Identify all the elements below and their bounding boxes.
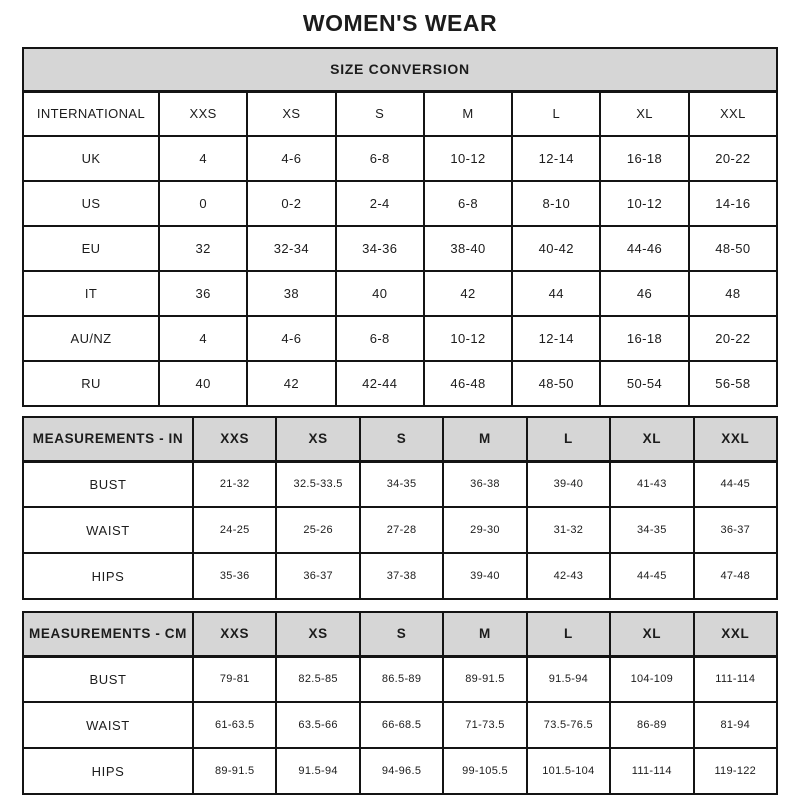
size-cell: 40-42 <box>512 226 600 271</box>
tables-container <box>22 47 778 795</box>
measurement-cell: 31-32 <box>527 507 610 553</box>
measurement-cell: 81-94 <box>694 702 777 748</box>
measurement-cell: 24-25 <box>193 507 276 553</box>
table-row-it <box>23 271 777 316</box>
measurement-cell: 41-43 <box>610 461 693 507</box>
measurement-cell: 86.5-89 <box>360 656 443 702</box>
size-cell: 42 <box>247 361 335 406</box>
measurement-cell: 73.5-76.5 <box>527 702 610 748</box>
column-header-xs: XS <box>276 417 359 461</box>
measurement-cell: 25-26 <box>276 507 359 553</box>
row-label: EU <box>23 226 159 271</box>
row-label: WAIST <box>23 702 193 748</box>
measurements-in-title: MEASUREMENTS - IN <box>23 417 193 461</box>
measurement-cell: 61-63.5 <box>193 702 276 748</box>
size-cell: 36 <box>159 271 247 316</box>
size-cell: 48 <box>689 271 777 316</box>
measurement-cell: 91.5-94 <box>527 656 610 702</box>
measurement-cell: 37-38 <box>360 553 443 599</box>
size-cell: 32-34 <box>247 226 335 271</box>
measurements-cm-title: MEASUREMENTS - CM <box>23 612 193 656</box>
table-row-eu <box>23 226 777 271</box>
row-label: IT <box>23 271 159 316</box>
measurement-cell: 86-89 <box>610 702 693 748</box>
size-cell: 16-18 <box>600 136 688 181</box>
size-cell: 4 <box>159 316 247 361</box>
measurement-cell: 34-35 <box>360 461 443 507</box>
size-cell: 48-50 <box>689 226 777 271</box>
column-header-s: S <box>360 417 443 461</box>
size-cell: 6-8 <box>336 316 424 361</box>
table-row-uk <box>23 136 777 181</box>
row-label: AU/NZ <box>23 316 159 361</box>
measurement-cell: 111-114 <box>694 656 777 702</box>
size-cell: 44 <box>512 271 600 316</box>
row-label: HIPS <box>23 553 193 599</box>
row-label: US <box>23 181 159 226</box>
column-header-xs: XS <box>247 91 335 136</box>
column-header-l: L <box>527 612 610 656</box>
column-header-xl: XL <box>610 417 693 461</box>
size-cell: 6-8 <box>424 181 512 226</box>
size-cell: 10-12 <box>424 316 512 361</box>
measurement-cell: 39-40 <box>527 461 610 507</box>
row-label: BUST <box>23 461 193 507</box>
page-title: WOMEN'S WEAR <box>302 10 498 36</box>
measurement-cell: 44-45 <box>694 461 777 507</box>
size-cell: 14-16 <box>689 181 777 226</box>
column-header-xxs: XXS <box>159 91 247 136</box>
row-label: UK <box>23 136 159 181</box>
measurement-cell: 63.5-66 <box>276 702 359 748</box>
table-row <box>23 417 777 461</box>
size-cell: 42-44 <box>336 361 424 406</box>
column-header-xs: XS <box>276 612 359 656</box>
size-cell: 20-22 <box>689 316 777 361</box>
measurement-cell: 29-30 <box>443 507 526 553</box>
measurement-cell: 111-114 <box>610 748 693 794</box>
measurement-cell: 36-38 <box>443 461 526 507</box>
measurement-cell: 82.5-85 <box>276 656 359 702</box>
size-cell: 56-58 <box>689 361 777 406</box>
size-cell: 12-14 <box>512 136 600 181</box>
measurement-cell: 91.5-94 <box>276 748 359 794</box>
column-header-xxl: XXL <box>694 417 777 461</box>
table-row <box>23 91 777 136</box>
size-conversion-table <box>22 47 778 407</box>
size-cell: 34-36 <box>336 226 424 271</box>
column-header-l: L <box>512 91 600 136</box>
size-cell: 10-12 <box>600 181 688 226</box>
measurement-cell: 47-48 <box>694 553 777 599</box>
measurement-cell: 79-81 <box>193 656 276 702</box>
column-header-s: S <box>336 91 424 136</box>
table-row-us <box>23 181 777 226</box>
measurement-cell: 35-36 <box>193 553 276 599</box>
size-cell: 48-50 <box>512 361 600 406</box>
size-cell: 44-46 <box>600 226 688 271</box>
column-header-xxs: XXS <box>193 612 276 656</box>
table-row-bust-cm <box>23 656 777 702</box>
size-cell: 20-22 <box>689 136 777 181</box>
size-cell: 42 <box>424 271 512 316</box>
column-header-m: M <box>424 91 512 136</box>
column-header-s: S <box>360 612 443 656</box>
column-header-xl: XL <box>600 91 688 136</box>
row-label: HIPS <box>23 748 193 794</box>
table-row-aunz <box>23 316 777 361</box>
column-header-xxs: XXS <box>193 417 276 461</box>
size-cell: 40 <box>336 271 424 316</box>
measurement-cell: 32.5-33.5 <box>276 461 359 507</box>
measurement-cell: 104-109 <box>610 656 693 702</box>
size-cell: 16-18 <box>600 316 688 361</box>
column-header-xxl: XXL <box>689 91 777 136</box>
measurement-cell: 101.5-104 <box>527 748 610 794</box>
size-cell: 40 <box>159 361 247 406</box>
size-cell: 4-6 <box>247 316 335 361</box>
size-cell: 0-2 <box>247 181 335 226</box>
measurement-cell: 44-45 <box>610 553 693 599</box>
measurement-cell: 94-96.5 <box>360 748 443 794</box>
measurement-cell: 34-35 <box>610 507 693 553</box>
measurement-cell: 36-37 <box>276 553 359 599</box>
column-header-xl: XL <box>610 612 693 656</box>
measurement-cell: 36-37 <box>694 507 777 553</box>
measurement-cell: 21-32 <box>193 461 276 507</box>
row-label: BUST <box>23 656 193 702</box>
column-header-m: M <box>443 612 526 656</box>
table-row <box>23 612 777 656</box>
row-label: RU <box>23 361 159 406</box>
measurement-cell: 27-28 <box>360 507 443 553</box>
column-header-xxl: XXL <box>694 612 777 656</box>
measurements-cm-table <box>22 611 778 795</box>
size-cell: 4-6 <box>247 136 335 181</box>
size-cell: 6-8 <box>336 136 424 181</box>
table-row <box>23 48 777 91</box>
row-label: WAIST <box>23 507 193 553</box>
size-cell: 4 <box>159 136 247 181</box>
column-header-international: INTERNATIONAL <box>23 91 159 136</box>
column-header-m: M <box>443 417 526 461</box>
size-cell: 50-54 <box>600 361 688 406</box>
column-header-l: L <box>527 417 610 461</box>
measurement-cell: 39-40 <box>443 553 526 599</box>
size-cell: 46-48 <box>424 361 512 406</box>
size-cell: 10-12 <box>424 136 512 181</box>
size-conversion-title: SIZE CONVERSION <box>23 48 777 91</box>
size-cell: 2-4 <box>336 181 424 226</box>
size-cell: 38-40 <box>424 226 512 271</box>
measurement-cell: 99-105.5 <box>443 748 526 794</box>
size-cell: 0 <box>159 181 247 226</box>
measurement-cell: 89-91.5 <box>443 656 526 702</box>
size-cell: 8-10 <box>512 181 600 226</box>
measurement-cell: 66-68.5 <box>360 702 443 748</box>
table-row-hips-in <box>23 553 777 599</box>
measurement-cell: 71-73.5 <box>443 702 526 748</box>
table-row-waist-cm <box>23 702 777 748</box>
measurement-cell: 89-91.5 <box>193 748 276 794</box>
measurement-cell: 119-122 <box>694 748 777 794</box>
table-row-ru <box>23 361 777 406</box>
table-row-bust-in <box>23 461 777 507</box>
size-cell: 32 <box>159 226 247 271</box>
table-row-waist-in <box>23 507 777 553</box>
size-cell: 38 <box>247 271 335 316</box>
table-row-hips-cm <box>23 748 777 794</box>
size-cell: 46 <box>600 271 688 316</box>
size-cell: 12-14 <box>512 316 600 361</box>
measurements-in-table <box>22 416 778 600</box>
measurement-cell: 42-43 <box>527 553 610 599</box>
